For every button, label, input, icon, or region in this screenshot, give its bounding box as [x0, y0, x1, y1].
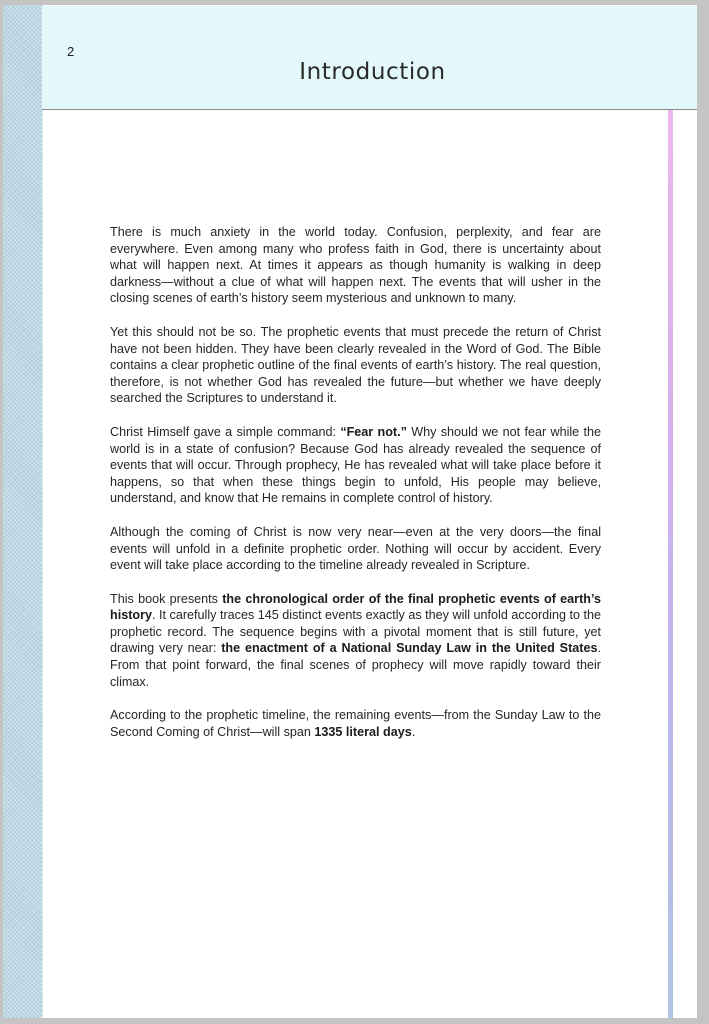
emphasis-1335-days: 1335 literal days [314, 724, 412, 739]
paragraph-text: There is much anxiety in the world today. Confusion, perplexity, and fear are everywhere. Even among many who profess faith in God, there is uncertainty about what will happen next. At times it appears as though humanity is walking in deep darkness—without a clue of what will happen next. The events that will usher in the closing scenes of earth’s history seem mysterious and unknown to many. [110, 225, 601, 306]
emphasis-chronological-order: the chronological order of the final prophetic events of earth’s history [110, 591, 601, 623]
page-right-edge [697, 5, 703, 1018]
paragraph-1 [110, 224, 601, 307]
body-text [110, 224, 601, 757]
paragraph-4 [110, 524, 601, 574]
paragraph-text: . [411, 724, 416, 739]
paragraph-text: This book presents [110, 591, 223, 606]
paragraph-text: According to the prophetic timeline, the remaining events—from the Sunday Law to the Second Coming of Christ—will span [110, 708, 601, 739]
paragraph-3 [110, 424, 601, 507]
paragraph-6 [110, 707, 601, 740]
paragraph-text: Christ Himself gave a simple command: [110, 424, 341, 439]
paragraph-text: Although the coming of Christ is now very near—even at the very doors—the final events will unfold in a definite prophetic order. Nothing will occur by accident. Every event will take place according to the timeline already revealed in Scripture. [110, 524, 601, 573]
emphasis-sunday-law: the enactment of a National Sunday Law in the United States [221, 641, 598, 656]
paragraph-text: Why should we not fear while the world is in a state of confusion? Because God has already revealed the sequence of events that will occur. Through prophecy, He has revealed what will take place before it happens, so that when these things begin to unfold, His people may believe, understand, and know that He remains in complete control of history. [110, 424, 601, 506]
paragraph-2 [110, 324, 601, 407]
paragraph-5 [110, 591, 601, 691]
emphasis-fear-not: “Fear not.” [340, 424, 407, 439]
page-header [42, 6, 703, 110]
decorative-left-strip [3, 5, 43, 1018]
page-number: 2 [67, 44, 75, 59]
paragraph-text: . From that point forward, the final scenes of prophecy will move rapidly toward their climax. [110, 641, 601, 689]
paragraph-text: . It carefully traces 145 distinct events exactly as they will unfold according to the prophetic record. The sequence begins with a pivotal moment that is still future, yet drawing very near: [110, 608, 601, 656]
decorative-accent-line [668, 110, 673, 1018]
paragraph-text: Yet this should not be so. The prophetic events that must precede the return of Christ have not been hidden. They have been clearly revealed in the Word of God. The Bible contains a clear prophetic outline of the final events of earth’s history. The real question, therefore, is not whether God has revealed the future—but whether we have deeply searched the Scriptures to understand it. [110, 324, 601, 406]
page-title: Introduction [299, 59, 446, 86]
document-page [3, 5, 703, 1018]
